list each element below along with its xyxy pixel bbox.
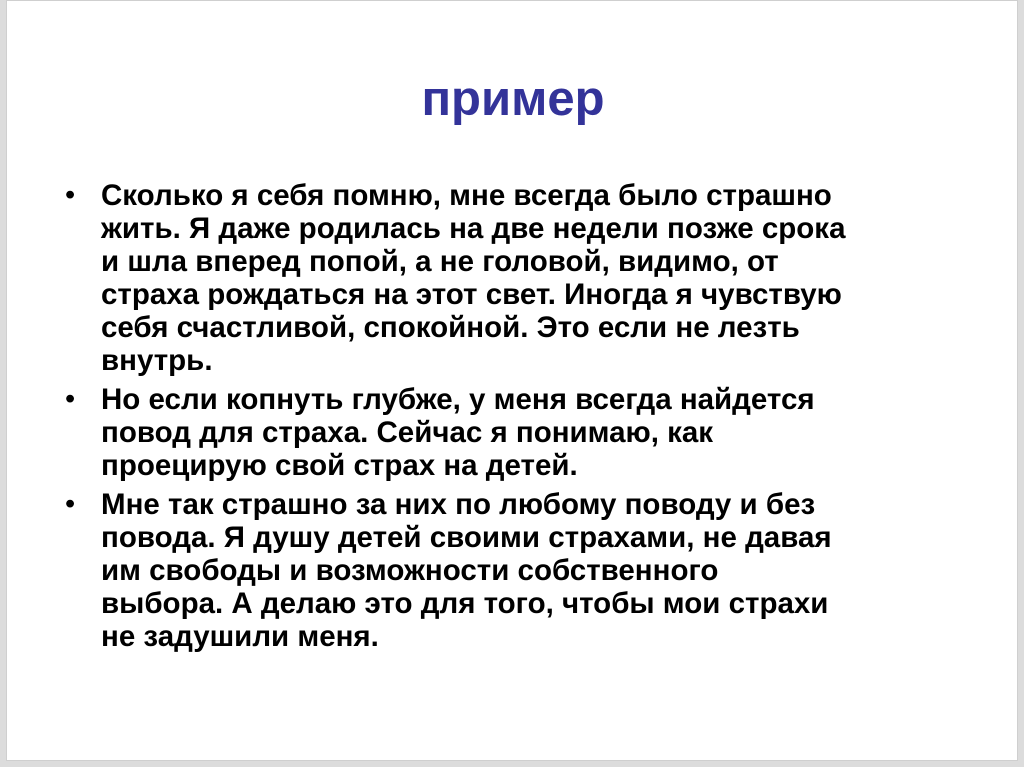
bullet-line: выбора. А делаю это для того, чтобы мои страхи — [101, 587, 829, 620]
bullet-line: себя счастливой, спокойной. Это если не лезть — [101, 311, 800, 344]
bullet-line: им свободы и возможности собственного — [101, 554, 719, 587]
bullet-line: Но если копнуть глубже, у меня всегда найдется — [101, 383, 815, 416]
bullet-line: проецирую свой страх на детей. — [101, 449, 578, 482]
bullet-marker: • — [65, 179, 76, 211]
slide-title: пример — [421, 72, 605, 126]
bullet-line: повод для страха. Сейчас я понимаю, как — [101, 416, 714, 449]
slide — [6, 0, 1018, 761]
bullet-item — [57, 383, 987, 482]
bullet-item — [57, 488, 987, 653]
bullet-line: страха рождаться на этот свет. Иногда я чувствую — [101, 278, 842, 311]
bullet-line: внутрь. — [101, 344, 213, 377]
bullet-list — [57, 179, 987, 659]
bullet-marker: • — [65, 488, 76, 520]
bullet-line: Сколько я себя помню, мне всегда было страшно — [101, 179, 832, 212]
bullet-line: и шла вперед попой, а не головой, видимо, от — [101, 245, 779, 278]
bullet-line: не задушили меня. — [101, 620, 379, 653]
bullet-line: жить. Я даже родилась на две недели позже срока — [101, 212, 846, 245]
bullet-line: повода. Я душу детей своими страхами, не давая — [101, 521, 832, 554]
bullet-line: Мне так страшно за них по любому поводу и без — [101, 488, 816, 521]
bullet-marker: • — [65, 383, 76, 415]
bullet-item — [57, 179, 987, 377]
